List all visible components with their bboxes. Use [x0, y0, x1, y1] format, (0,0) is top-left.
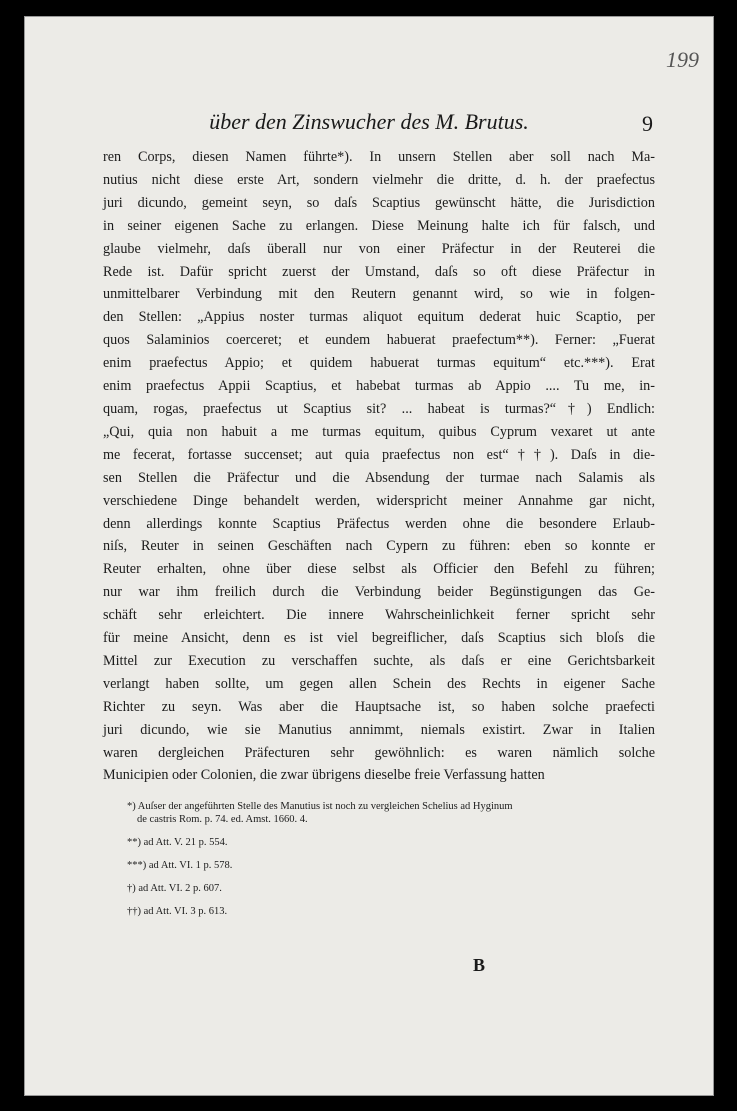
text-line: Reuter erhalten, ohne über diese selbst als Officier den Befehl zu führen; — [103, 561, 655, 578]
text-line: ren Corps, diesen Namen führte*). In unsern Stellen aber soll nach Ma- — [103, 149, 655, 165]
text-line: quam, rogas, praefectus ut Scaptius sit? ... habeat is turmas?“†) Endlich: — [103, 400, 655, 417]
handwritten-folio-number: 199 — [666, 47, 699, 72]
text-line: sen Stellen die Präfectur und die Absendung der turmae nach Salamis als — [103, 469, 655, 486]
text-line: glaube vielmehr, daſs überall nur von einer Präfectur in der Reuterei die — [103, 240, 655, 257]
footnotes — [127, 801, 647, 929]
text-line: juri dicundo, gemeint seyn, so daſs Scaptius gewünscht hätte, die Jurisdiction — [103, 194, 655, 211]
body-text — [103, 146, 655, 787]
text-line: nutius nicht diese erste Art, sondern vielmehr die dritte, d. h. der praefectus — [103, 171, 655, 188]
text-line: enim praefectus Appii Scaptius, et habebat turmas ab Appio .... Tu me, in- — [103, 378, 655, 395]
text-line: schäft sehr erleichtert. Die innere Wahrscheinlichkeit ferner spricht sehr — [103, 607, 655, 624]
text-line: den Stellen: „Appius noster turmas aliquot equitum dederat huic Scaptio, per — [103, 309, 655, 326]
text-line: in seiner eigenen Sache zu erlangen. Diese Meinung halte ich für falsch, und — [103, 217, 655, 234]
footnote: †) ad Att. VI. 2 p. 607. — [127, 883, 222, 894]
text-line: me fecerat, fortasse succenset; aut quia praefectus non est“††). Daſs in die- — [103, 446, 655, 463]
page-number: 9 — [642, 111, 653, 136]
text-line: denn allerdings konnte Scaptius Präfectus werden ohne die besondere Erlaub- — [103, 515, 655, 532]
text-line: niſs, Reuter in seinen Geschäften nach Cypern zu führen: eben so konnte er — [103, 538, 655, 555]
text-line: „Qui, quia non habuit a me turmas equitum, quibus Cyprum vexaret ut ante — [103, 423, 655, 440]
text-line: juri dicundo, wie sie Manutius annimmt, niemals existirt. Zwar in Italien — [103, 721, 655, 738]
text-line: Richter zu seyn. Was aber die Hauptsache ist, so haben solche praefecti — [103, 698, 655, 715]
text-line: Mittel zur Execution zu verschaffen suchte, als daſs er eine Gerichtsbarkeit — [103, 652, 655, 669]
footnote — [127, 801, 647, 825]
running-head: über den Zinswucher des M. Brutus. — [209, 109, 529, 134]
text-line: verschiedene Dinge behandelt werden, widerspricht meiner Annahme gar nicht, — [103, 492, 655, 509]
footnote: ††) ad Att. VI. 3 p. 613. — [127, 906, 228, 917]
footnote-continuation: de castris Rom. p. 74. ed. Amst. 1660. 4. — [137, 814, 308, 825]
footnote: ***) ad Att. VI. 1 p. 578. — [127, 860, 233, 871]
book-page — [24, 16, 714, 1096]
footnote: **) ad Att. V. 21 p. 554. — [127, 837, 228, 848]
footnote-text: *) Auſser der angeführten Stelle des Manutius ist noch zu vergleichen Schelius ad Hyginum — [127, 801, 513, 812]
signature-mark: B — [473, 955, 486, 975]
text-line: unmittelbarer Verbindung mit den Reutern genannt wird, so wie in folgen- — [103, 286, 655, 303]
text-line: enim praefectus Appio; et quidem habuerat turmas equitum“ etc.***). Erat — [103, 355, 655, 372]
text-line: Rede ist. Dafür spricht zuerst der Umstand, daſs so oft diese Präfectur in — [103, 263, 655, 280]
text-line: nur war ihm freilich durch die Verbindung beider Begünstigungen das Ge- — [103, 584, 655, 601]
text-line: verlangt haben sollte, um gegen allen Schein des Rechts in eigener Sache — [103, 675, 655, 692]
text-line: waren dergleichen Präfecturen sehr gewöhnlich: es waren nämlich solche — [103, 744, 655, 761]
text-line: Municipien oder Colonien, die zwar übrigens dieselbe freie Verfassung hatten — [103, 767, 545, 784]
text-line: für meine Ansicht, denn es ist viel begreiflicher, daſs Scaptius sich bloſs die — [103, 630, 655, 647]
text-line: quos Salaminios coerceret; et eundem habuerat praefectum**). Ferner: „Fuerat — [103, 332, 655, 349]
